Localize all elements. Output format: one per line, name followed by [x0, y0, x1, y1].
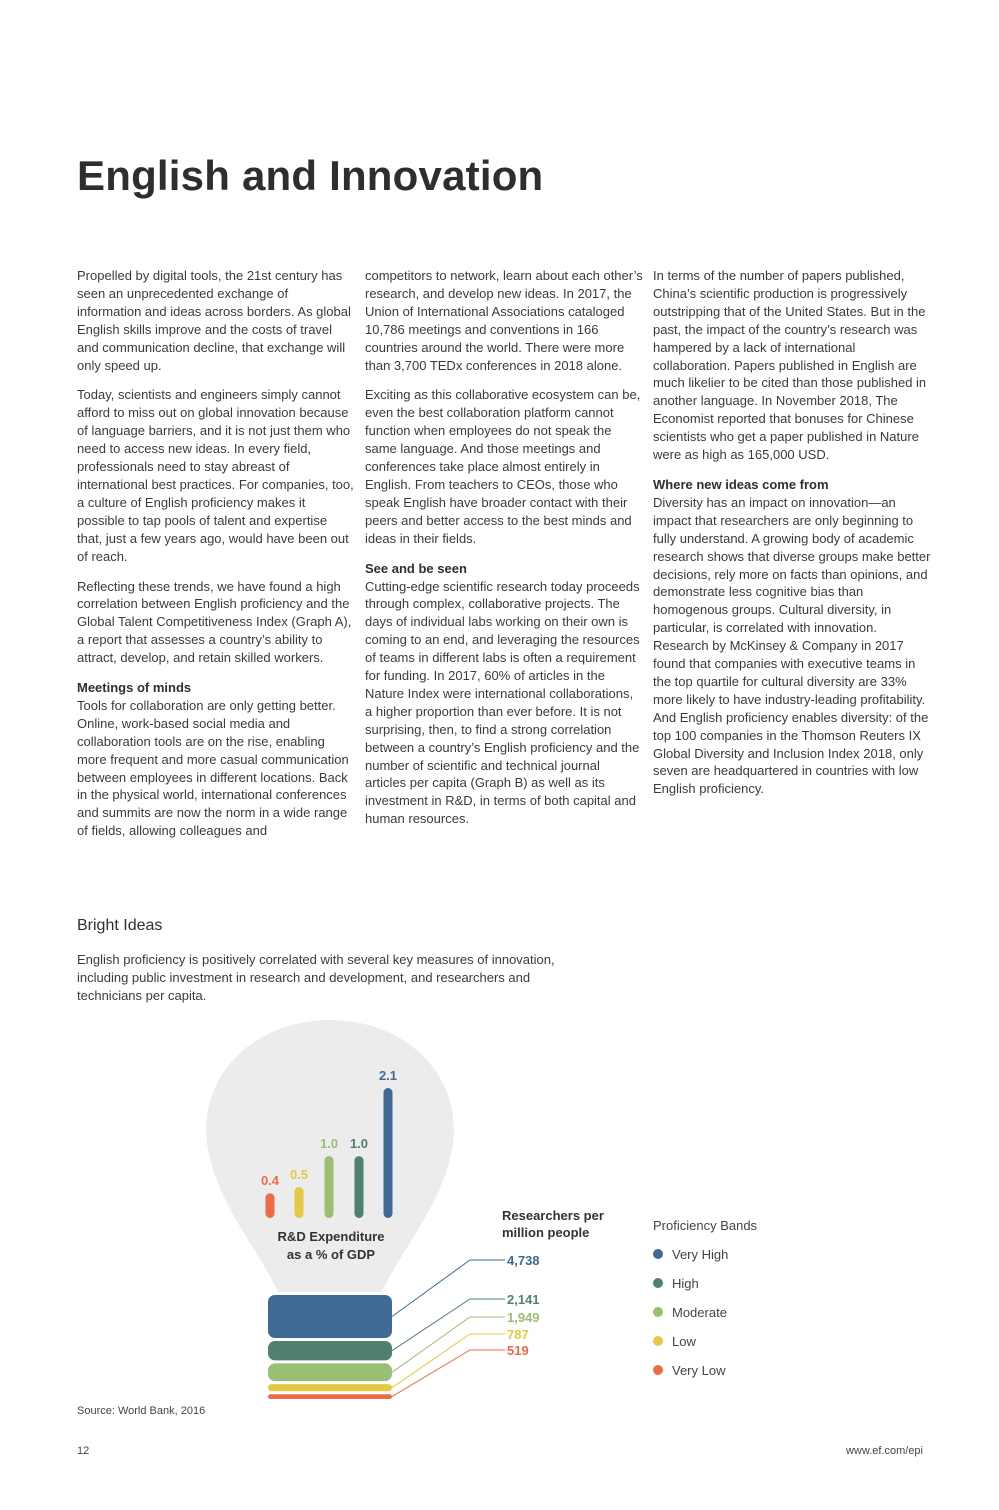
subheading: Where new ideas come from [653, 476, 829, 492]
researchers-band-very-high [268, 1295, 392, 1338]
paragraph: Propelled by digital tools, the 21st century has seen an unprecedented exchange of information and ideas across borders. As global English skills improve and the costs of travel and communication decline, that exchange will only speed up. [77, 268, 351, 373]
researchers-value-label: 1,949 [507, 1310, 540, 1325]
rd-bar-high [355, 1156, 364, 1218]
legend-title: Proficiency Bands [653, 1218, 758, 1233]
paragraph: Tools for collaboration are only getting better. Online, work-based social media and collaboration tools are on the rise, enabling more frequent and more casual communication between employees in different locations. Back in the physical world, international conferences and summits are now the norm in a wide range of fields, allowing colleagues and [77, 697, 349, 839]
rd-value-label: 1.0 [319, 1136, 339, 1152]
legend-swatch [653, 1278, 663, 1288]
source-note: Source: World Bank, 2016 [77, 1405, 206, 1417]
paragraph: Diversity has an impact on innovation—an impact that researchers are only beginning to fully understand. A growing body of academic research shows that diverse groups make better decisions, rely more on facts than opinions, and demonstrate less cognitive bias than homogenous groups. Cultural diversity, in particular, is correlated with innovation. Research by McKinsey & Company in 2017 found that companies with executive teams in the top quartile for cultural diversity are 33% more likely to have industry-leading profitability. And English proficiency enables diversity: of the top 100 companies in the Thomson Reuters IX Global Diversity and Inclusion Index 2018, only seven are headquartered in countries with low English proficiency. [653, 494, 931, 797]
researchers-band-low [268, 1384, 392, 1391]
researchers-value-label: 2,141 [507, 1292, 540, 1307]
researchers-value-label: 519 [507, 1343, 529, 1358]
legend-label: Very Low [672, 1363, 726, 1378]
paragraph: Reflecting these trends, we have found a high correlation between English proficiency and the Global Talent Competitiveness Index (Graph A), a report that assesses a country’s ability to attract, develop, and retain skilled workers. [77, 578, 352, 666]
paragraph: Cutting-edge scientific research today proceeds through complex, collaborative projects. The days of individual labs working on their own is coming to an end, and leveraging the resources of teams in different labs is often a requirement for funding. In 2017, 60% of articles in the Nature Index were international collaborations, a higher proportion than ever before. It is not surprising, then, to find a strong correlation between a country’s English proficiency and the number of scientific and technical journal articles per capita (Graph B) as well as its investment in R&D, in terms of both capital and human resources. [365, 578, 640, 827]
page-number: 12 [77, 1445, 90, 1457]
rd-bar-very-low [266, 1193, 275, 1218]
rd-axis-label: as a % of GDP [286, 1247, 376, 1262]
legend-swatch [653, 1336, 663, 1346]
leader-line-moderate [392, 1317, 505, 1372]
legend-label: High [672, 1276, 699, 1291]
page-title: English and Innovation [77, 152, 544, 199]
researchers-title: million people [502, 1225, 590, 1240]
researchers-band-moderate [268, 1363, 392, 1381]
subheading: Meetings of minds [77, 680, 192, 696]
researchers-value-label: 787 [507, 1327, 529, 1342]
rd-value-label: 0.5 [289, 1167, 309, 1183]
rd-value-label: 1.0 [349, 1136, 369, 1152]
researchers-band-high [268, 1341, 392, 1360]
legend-label: Low [672, 1334, 696, 1349]
paragraph: In terms of the number of papers published, China’s scientific production is progressively outstripping that of the United States. But in the past, the impact of the country’s research was hampered by a lack of international collaboration. Papers published in English are much likelier to be cited than those published in another language. In November 2018, The Economist reported that bonuses for Chinese scientists who get a paper published in Nature were as high as 165,000 USD. [653, 268, 927, 463]
legend-swatch [653, 1249, 663, 1259]
researchers-title: Researchers per [502, 1208, 604, 1223]
rd-bar-very-high [384, 1088, 393, 1218]
rd-bar-moderate [325, 1156, 334, 1218]
legend-label: Very High [672, 1247, 729, 1262]
paragraph: Exciting as this collaborative ecosystem can be, even the best collaboration platform cannot function when employees do not speak the same language. And those meetings and conferences take place almost entirely in English. From teachers to CEOs, those who speak English have broader contact with their peers and better access to the best minds and ideas in their fields. [365, 387, 641, 546]
section-intro: English proficiency is positively correlated with several key measures of innovation, including public investment in research and development, and researchers and technicians per capita. [77, 952, 555, 1003]
rd-value-label: 0.4 [260, 1173, 280, 1189]
paragraph: competitors to network, learn about each other’s research, and develop new ideas. In 2017, the Union of International Associations cataloged 10,786 meetings and conventions in 166 countries around the world. There were more than 3,700 TEDx conferences in 2018 alone. [365, 268, 643, 373]
paragraph: Today, scientists and engineers simply cannot afford to miss out on global innovation because of language barriers, and it is not just them who need to access new ideas. In every field, professionals need to stay abreast of international best practices. For companies, too, a culture of English proficiency makes it possible to tap pools of talent and expertise that, just a few years ago, would have been out of reach. [77, 387, 354, 564]
rd-bar-low [295, 1187, 304, 1218]
researchers-value-label: 4,738 [507, 1253, 540, 1268]
legend-swatch [653, 1365, 663, 1375]
section-title: Bright Ideas [77, 917, 163, 934]
leader-line-very-high [392, 1260, 505, 1317]
researchers-band-very-low [268, 1394, 392, 1399]
legend-swatch [653, 1307, 663, 1317]
leader-line-very-low [392, 1350, 505, 1397]
footer-url: www.ef.com/epi [845, 1445, 923, 1457]
subheading: See and be seen [365, 560, 467, 576]
leader-line-high [392, 1299, 505, 1351]
legend-label: Moderate [672, 1305, 727, 1320]
rd-axis-label: R&D Expenditure [277, 1229, 385, 1244]
rd-value-label: 2.1 [378, 1068, 398, 1083]
